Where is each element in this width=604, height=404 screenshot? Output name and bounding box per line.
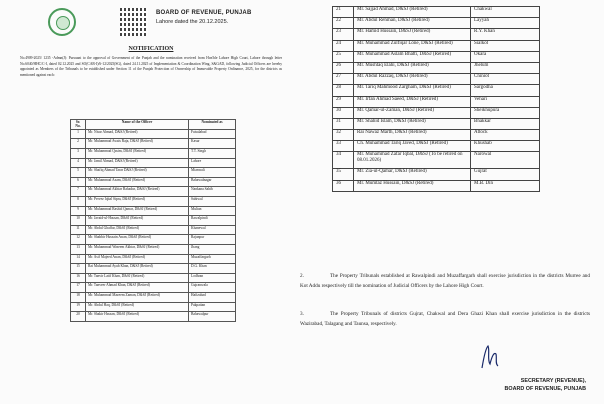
- signature-icon: [478, 342, 502, 372]
- cell-district: Muzaffargarh: [189, 254, 236, 264]
- paragraph-2-number: 2.: [300, 273, 304, 279]
- table-row: [71, 139, 236, 149]
- cell-name: Mr. Muhammad Awais Raja, D&SJ (Retired): [86, 139, 189, 149]
- table-row: [71, 312, 236, 322]
- page-left: [20, 6, 282, 402]
- table-row: [71, 244, 236, 254]
- cell-sr: 6: [71, 177, 86, 187]
- table-row: [333, 180, 540, 191]
- cell-sr: 30: [333, 107, 354, 118]
- cell-name: Mr. Abdul Rehman, D&SJ (Retired): [354, 18, 471, 29]
- cell-name: Mr. Nisar Ahmad, D&SJ (Retired): [86, 129, 189, 139]
- cell-sr: 4: [71, 158, 86, 168]
- cell-district: Sahiwal: [189, 196, 236, 206]
- table-row: [71, 292, 236, 302]
- cell-name: Mr. Shafiq Ahmad Tarar D&SJ (Retired): [86, 168, 189, 178]
- table-row: [71, 168, 236, 178]
- table-row: [333, 118, 540, 129]
- paragraph-3-text: The Property Tribunals of districts Gujrat, Chakwal and Dera Ghazi Khan shall exercise jurisdiction in the districts Wazirabad, Talagang and Taunsa, respectively.: [300, 311, 590, 327]
- cell-name: Mr. Muhammad Zafar Iqbal, D&SJ (To be retired on 08.01.2026): [354, 152, 471, 169]
- cell-name: Mr. Zia-ul-Qamar, D&SJ (Retired): [354, 169, 471, 180]
- cell-sr: 2: [71, 139, 86, 149]
- cell-name: Mr. Jamil Ahmad, D&SJ (Retired): [86, 158, 189, 168]
- cell-district: Sialkot: [471, 40, 540, 51]
- cell-sr: 10: [71, 216, 86, 226]
- cell-district: Gujranwala: [189, 283, 236, 293]
- cell-sr: 35: [333, 169, 354, 180]
- cell-district: Layyah: [471, 18, 540, 29]
- table-row: [71, 302, 236, 312]
- cell-district: Lahore: [189, 158, 236, 168]
- table-row: [333, 169, 540, 180]
- cell-name: Mr. Hamid Hussain, D&SJ (Retired): [354, 29, 471, 40]
- cell-district: Bahawalnagar: [189, 177, 236, 187]
- cell-district: R.Y. Khan: [471, 29, 540, 40]
- col-sr: Sr. No.: [71, 120, 86, 130]
- cell-district: T.T. Singh: [189, 149, 236, 159]
- table-row: [333, 40, 540, 51]
- cell-district: Rawalpindi: [189, 216, 236, 226]
- notification-title: NOTIFICATION: [128, 46, 174, 52]
- table-row: [71, 187, 236, 197]
- cell-name: Mr. Mumtaz Hussain, D&SJ (Retired): [354, 180, 471, 191]
- cell-sr: 29: [333, 96, 354, 107]
- cell-district: Faisalabad: [189, 129, 236, 139]
- table-row: [333, 107, 540, 118]
- signatory-org: BOARD OF REVENUE, PUNJAB: [504, 386, 586, 392]
- cell-name: Mr. Shahid Islam, D&SJ (Retired): [354, 118, 471, 129]
- table-row: [333, 62, 540, 73]
- cell-sr: 34: [333, 152, 354, 169]
- cell-name: Mr. Tanvir Latif Khan, D&SJ (Retired): [86, 273, 189, 283]
- table-row: [333, 29, 540, 40]
- table-row: [333, 130, 540, 141]
- table-row: [71, 264, 236, 274]
- cell-district: Bhakkar: [471, 118, 540, 129]
- cell-district: Chiniot: [471, 74, 540, 85]
- cell-district: Khanewal: [189, 225, 236, 235]
- letterhead: [20, 6, 282, 42]
- cell-sr: 31: [333, 118, 354, 129]
- cell-name: Mr. Muhammad Mazeem Zaman, D&SJ (Retired): [86, 292, 189, 302]
- cell-sr: 20: [71, 312, 86, 322]
- cell-district: Kasur: [189, 139, 236, 149]
- org-name: BOARD OF REVENUE, PUNJAB: [156, 10, 252, 16]
- cell-district: Okara: [471, 51, 540, 62]
- cell-name: Mr. Abdul Razzaq, D&SJ (Retired): [354, 74, 471, 85]
- cell-sr: 25: [333, 51, 354, 62]
- cell-sr: 19: [71, 302, 86, 312]
- cell-name: Mr. Muhammad Akhtar Bahadur, D&SJ (Retired): [86, 187, 189, 197]
- cell-name: Mr. Shakir Hassan, D&SJ (Retired): [86, 312, 189, 322]
- cell-sr: 12: [71, 235, 86, 245]
- cell-district: Gujrat: [471, 169, 540, 180]
- table-row: [71, 129, 236, 139]
- cell-sr: 32: [333, 130, 354, 141]
- table-row: [71, 149, 236, 159]
- cell-name: Mr. Shabbir Hussain Awan, D&SJ (Retired): [86, 235, 189, 245]
- cell-district: D.G. Khan: [189, 264, 236, 274]
- cell-sr: 27: [333, 74, 354, 85]
- cell-sr: 14: [71, 254, 86, 264]
- officers-table-2: [332, 6, 540, 192]
- cell-sr: 21: [333, 7, 354, 18]
- table-row: [333, 18, 540, 29]
- cell-sr: 5: [71, 168, 86, 178]
- cell-name: Mr. Muhammad Rashid Qamar, D&SJ (Retired): [86, 206, 189, 216]
- cell-name: Mr. Irfan Ahmad Saeed, D&SJ (Retired): [354, 96, 471, 107]
- table-row: [333, 7, 540, 18]
- cell-name: Mr. Muhammad Aslam Bhatti, D&SJ (Retired): [354, 51, 471, 62]
- cell-name: Mr. Tariq Mahmood Zargham, D&SJ (Retired): [354, 85, 471, 96]
- issue-date: Lahore dated the 20.12.2025.: [156, 19, 229, 25]
- cell-sr: 13: [71, 244, 86, 254]
- cell-district: Sargodha: [471, 85, 540, 96]
- cell-name: Mr. Muhammad Azam, D&SJ (Retired): [86, 177, 189, 187]
- cell-district: Hafizabad: [189, 292, 236, 302]
- col-district: Nominated as: [189, 120, 236, 130]
- officers-table-1: [70, 119, 236, 322]
- cell-name: Mr. Pervez Iqbal Sipra, D&SJ (Retired): [86, 196, 189, 206]
- table-row: [71, 206, 236, 216]
- page-right: [300, 6, 590, 402]
- cell-sr: 36: [333, 180, 354, 191]
- cell-district: Vehari: [471, 96, 540, 107]
- cell-district: Mianwali: [189, 168, 236, 178]
- table-row: [71, 158, 236, 168]
- cell-sr: 15: [71, 264, 86, 274]
- cell-sr: 22: [333, 18, 354, 29]
- cell-sr: 3: [71, 149, 86, 159]
- table-row: [71, 216, 236, 226]
- paragraph-2-text: The Property Tribunals established at Rawalpindi and Muzaffargarh shall exercise jurisdiction in the districts Murree and Kot Addu respectively till the nomination of Judicial Officers by the Lahore High Court.: [300, 273, 590, 289]
- cell-sr: 9: [71, 206, 86, 216]
- cell-sr: 18: [71, 292, 86, 302]
- cell-district: Attock: [471, 130, 540, 141]
- cell-district: Narowal: [471, 152, 540, 169]
- cell-sr: 7: [71, 187, 86, 197]
- signatory-title: SECRETARY (REVENUE),: [520, 378, 586, 384]
- cell-sr: 17: [71, 283, 86, 293]
- table-row: [333, 51, 540, 62]
- cell-name: Mr. Javaid-ul-Hassan, D&SJ (Retired): [86, 216, 189, 226]
- cell-name: Mr. Tanveer Ahmad Khan, D&SJ (Retired): [86, 283, 189, 293]
- paragraph-2: [300, 272, 590, 291]
- cell-name: Mr. Abdul Haq, D&SJ (Retired): [86, 302, 189, 312]
- cell-name: Mr. Qamar-ul-Zaman, D&SJ (Retired): [354, 107, 471, 118]
- cell-district: Lodhran: [189, 273, 236, 283]
- cell-district: Pakpattan: [189, 302, 236, 312]
- cell-district: Rajanpur: [189, 235, 236, 245]
- cell-name: Mr. Sajjad Ahmad, D&SJ (Retired): [354, 7, 471, 18]
- cell-sr: 28: [333, 85, 354, 96]
- cell-sr: 33: [333, 141, 354, 152]
- cell-district: Jhelum: [471, 62, 540, 73]
- cell-district: Nankana Sahib: [189, 187, 236, 197]
- cell-district: Bahawalpur: [189, 312, 236, 322]
- cell-district: Sheikhupura: [471, 107, 540, 118]
- table-row: [333, 85, 540, 96]
- table-row: [71, 235, 236, 245]
- table-row: [333, 152, 540, 169]
- cell-sr: 8: [71, 196, 86, 206]
- paragraph-3: [300, 310, 590, 329]
- cell-name: Mr. Muhammad Zulfiqar Lone, D&SJ (Retired): [354, 40, 471, 51]
- cell-sr: 26: [333, 62, 354, 73]
- cell-name: Mr. Muhammad Waseem Akhtar, D&SJ (Retired): [86, 244, 189, 254]
- cell-district: Khushab: [471, 141, 540, 152]
- punjab-govt-logo-icon: [48, 8, 76, 36]
- cell-name: Mr. Muhammad Qasim, D&SJ (Retired): [86, 149, 189, 159]
- cell-sr: 1: [71, 129, 86, 139]
- cell-sr: 11: [71, 225, 86, 235]
- cell-name: Mr. Abdul Ghaffar, D&SJ (Retired): [86, 225, 189, 235]
- cell-district: Jhang: [189, 244, 236, 254]
- table-row: [71, 177, 236, 187]
- cell-district: Chakwal: [471, 7, 540, 18]
- col-name: Name of the Officer: [86, 120, 189, 130]
- cell-district: M.B. Din: [471, 180, 540, 191]
- qr-code-icon: [120, 8, 148, 36]
- intro-paragraph: No.4909-2025/ 1235 -Admn(J): Pursuant to the approval of Government of the Punjab and the nomination received from Hon'ble Lahore High Court, Lahore through letter No.6040/HHC/C-I, dated 02.12.2025 and SO(CAB-I)/6-12/2025(SG), dated 24.11.2025 of Implementation & Coordination Wing, S&GAD, following Judicial Officers are hereby appointed as Members of the Tribunals to be established under Section 11 of the Punjab Protection of Ownership of Immovable Property Ordinance, 2025, for the districts as mentioned against each:: [20, 56, 282, 77]
- cell-sr: 24: [333, 40, 354, 51]
- cell-sr: 23: [333, 29, 354, 40]
- cell-sr: 16: [71, 273, 86, 283]
- table-row: [71, 254, 236, 264]
- cell-name: Ch. Muhammad Tariq Javed, D&SJ (Retired): [354, 141, 471, 152]
- cell-name: Rai Muhammad Ayub Khan, D&SJ (Retired): [86, 264, 189, 274]
- cell-name: Rai Nawaz Marth, D&SJ (Retired): [354, 130, 471, 141]
- cell-name: Mr. Mushtaq Elahi, D&SJ (Retired): [354, 62, 471, 73]
- cell-name: Mr. Asif Majeed Awan, D&SJ (Retired): [86, 254, 189, 264]
- table-row: [71, 225, 236, 235]
- table-row: [333, 74, 540, 85]
- table-row: [71, 283, 236, 293]
- table-row: [333, 96, 540, 107]
- paragraph-3-number: 3.: [300, 311, 304, 317]
- table-row: [71, 273, 236, 283]
- table-row: [333, 141, 540, 152]
- cell-district: Multan: [189, 206, 236, 216]
- table-row: [71, 196, 236, 206]
